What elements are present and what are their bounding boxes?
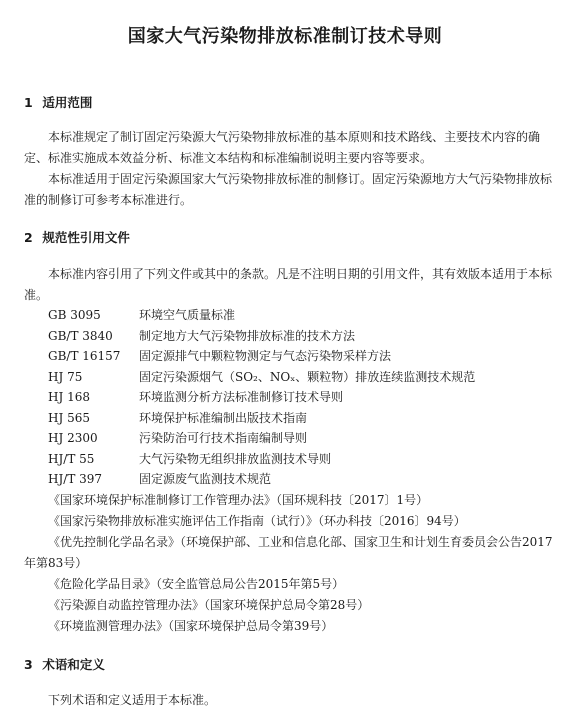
section-number: 2 (24, 230, 33, 245)
section-heading-scope (24, 93, 92, 111)
section-number: 1 (24, 95, 33, 110)
reference-code: HJ 565 (48, 411, 90, 425)
referenced-document: 《国家环境保护标准制修订工作管理办法》（国环规科技〔2017〕1号） (48, 493, 429, 507)
reference-code: HJ 75 (48, 370, 83, 384)
reference-title: 环境保护标准编制出版技术指南 (139, 411, 308, 425)
section-heading-terms (24, 655, 105, 673)
reference-title: 污染防治可行技术指南编制导则 (139, 431, 308, 445)
section-number: 3 (24, 657, 33, 672)
reference-code: HJ/T 397 (48, 472, 103, 486)
section-label: 规范性引用文件 (42, 230, 130, 245)
referenced-document: 《环境监测管理办法》（国家环境保护总局令第39号） (48, 619, 334, 633)
reference-title: 大气污染物无组织排放监测技术导则 (139, 452, 332, 466)
document-title: 国家大气污染物排放标准制订技术导则 (127, 26, 443, 47)
reference-code: GB/T 16157 (48, 349, 121, 363)
section-heading-normative-references (24, 228, 130, 246)
referenced-document: 《优先控制化学品名录》（环境保护部、工业和信息化部、国家卫生和计划生育委员会公告2017年第83号） (24, 535, 553, 570)
referenced-document: 《污染源自动监控管理办法》（国家环境保护总局令第28号） (48, 598, 370, 612)
reference-title: 固定源废气监测技术规范 (139, 472, 272, 486)
terms-intro: 下列术语和定义适用于本标准。 (48, 693, 217, 707)
referenced-document: 《危险化学品目录》（安全监管总局公告2015年第5号） (48, 577, 345, 591)
reference-code: HJ/T 55 (48, 452, 95, 466)
reference-code: GB 3095 (48, 308, 101, 322)
reference-title: 环境监测分析方法标准制修订技术导则 (139, 390, 344, 404)
scope-paragraph-1: 本标准规定了制订固定污染源大气污染物排放标准的基本原则和技术路线、主要技术内容的确定、标准实施成本效益分析、标准文本结构和标准编制说明主要内容等要求。 (24, 130, 541, 165)
reference-code: HJ 2300 (48, 431, 98, 445)
reference-code: HJ 168 (48, 390, 90, 404)
reference-code: GB/T 3840 (48, 329, 113, 343)
reference-title: 制定地方大气污染物排放标准的技术方法 (139, 329, 356, 343)
section-label: 术语和定义 (42, 657, 105, 672)
reference-title: 环境空气质量标准 (139, 308, 236, 322)
reference-title: 固定污染源烟气（SO₂、NOₓ、颗粒物）排放连续监测技术规范 (139, 370, 476, 384)
normative-intro: 本标准内容引用了下列文件或其中的条款。凡是不注明日期的引用文件，其有效版本适用于本标准。 (24, 267, 553, 302)
scope-paragraph-2: 本标准适用于固定污染源国家大气污染物排放标准的制修订。固定污染源地方大气污染物排放标准的制修订可参考本标准进行。 (24, 172, 553, 207)
reference-title: 固定源排气中颗粒物测定与气态污染物采样方法 (139, 349, 392, 363)
referenced-document: 《国家污染物排放标准实施评估工作指南（试行）》（环办科技〔2016〕94号） (48, 514, 466, 528)
section-label: 适用范围 (42, 95, 93, 110)
